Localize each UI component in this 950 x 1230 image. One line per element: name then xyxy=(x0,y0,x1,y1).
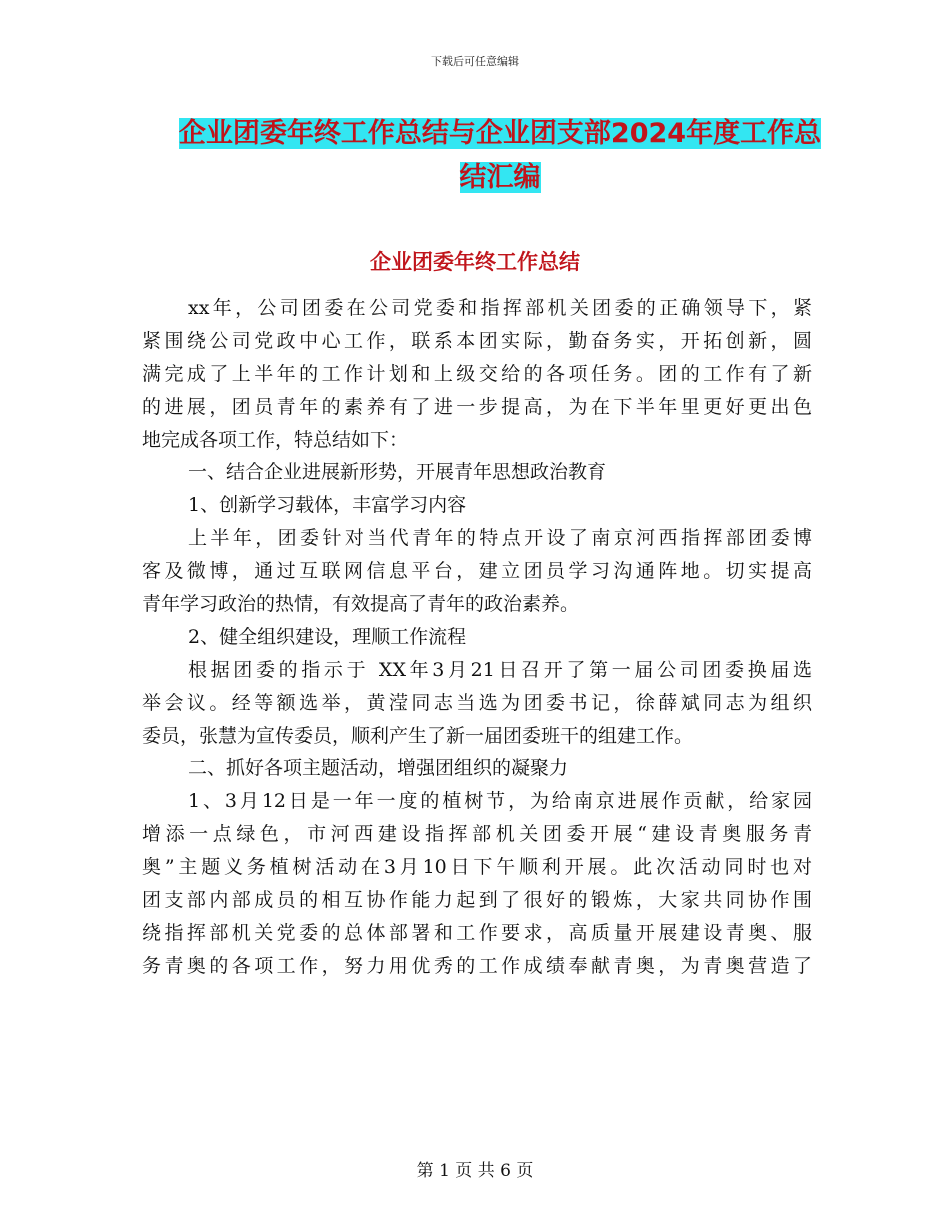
header-note: 下载后可任意编辑 xyxy=(431,55,519,68)
paragraph-line: 团支部内部成员的相互协作能力起到了很好的锻炼，大家共同协作围 xyxy=(142,889,812,912)
paragraph-line: 的进展，团员青年的素养有了进一步提高，为在下半年里更好更出色 xyxy=(142,395,812,418)
page-footer: 第 1 页 共 6 页 xyxy=(416,1161,534,1181)
paragraph-line: 紧围绕公司党政中心工作，联系本团实际，勤奋务实，开拓创新，圆 xyxy=(142,329,812,352)
body-text xyxy=(142,292,812,983)
heading-line: 一、结合企业进展新形势，开展青年思想政治教育 xyxy=(188,461,607,484)
paragraph-line: 青年学习政治的热情，有效提高了青年的政治素养。 xyxy=(142,593,580,616)
paragraph-line: 奥”主题义务植树活动在3月10日下午顺利开展。此次活动同时也对 xyxy=(142,856,812,879)
paragraph-line: 1、3月12日是一年一度的植树节，为给南京进展作贡献，给家园 xyxy=(188,790,812,813)
paragraph-line: 地完成各项工作，特总结如下： xyxy=(142,428,409,451)
document-title xyxy=(140,112,860,200)
paragraph-line: 满完成了上半年的工作计划和上级交给的各项任务。团的工作有了新 xyxy=(142,362,812,385)
paragraph-line: 增添一点绿色，市河西建设指挥部机关团委开展“建设青奥服务青 xyxy=(142,823,812,846)
heading-line: 二、抓好各项主题活动，增强团组织的凝聚力 xyxy=(188,757,569,780)
paragraph-line: 客及微博，通过互联网信息平台，建立团员学习沟通阵地。切实提高 xyxy=(142,560,812,583)
section-title: 企业团委年终工作总结 xyxy=(370,250,580,274)
heading-line: 2、健全组织建设，理顺工作流程 xyxy=(188,625,467,648)
paragraph-line: 委员，张慧为宣传委员，顺利产生了新一届团委班干的组建工作。 xyxy=(142,724,694,747)
heading-line: 1、创新学习载体，丰富学习内容 xyxy=(188,494,467,517)
paragraph-line: xx年，公司团委在公司党委和指挥部机关团委的正确领导下，紧 xyxy=(188,297,812,319)
paragraph-line: 举会议。经等额选举，黄滢同志当选为团委书记，徐薛斌同志为组织 xyxy=(142,691,812,714)
title-line-2: 结汇编 xyxy=(459,162,541,193)
title-line-1: 企业团委年终工作总结与企业团支部2024年度工作总 xyxy=(178,118,822,149)
paragraph-line: 务青奥的各项工作，努力用优秀的工作成绩奉献青奥，为青奥营造了 xyxy=(142,954,812,977)
paragraph-line: 根据团委的指示于 XX年3月21日召开了第一届公司团委换届选 xyxy=(188,658,812,681)
paragraph-line: 绕指挥部机关党委的总体部署和工作要求，高质量开展建设青奥、服 xyxy=(142,921,812,944)
paragraph-line: 上半年，团委针对当代青年的特点开设了南京河西指挥部团委博 xyxy=(188,527,812,550)
